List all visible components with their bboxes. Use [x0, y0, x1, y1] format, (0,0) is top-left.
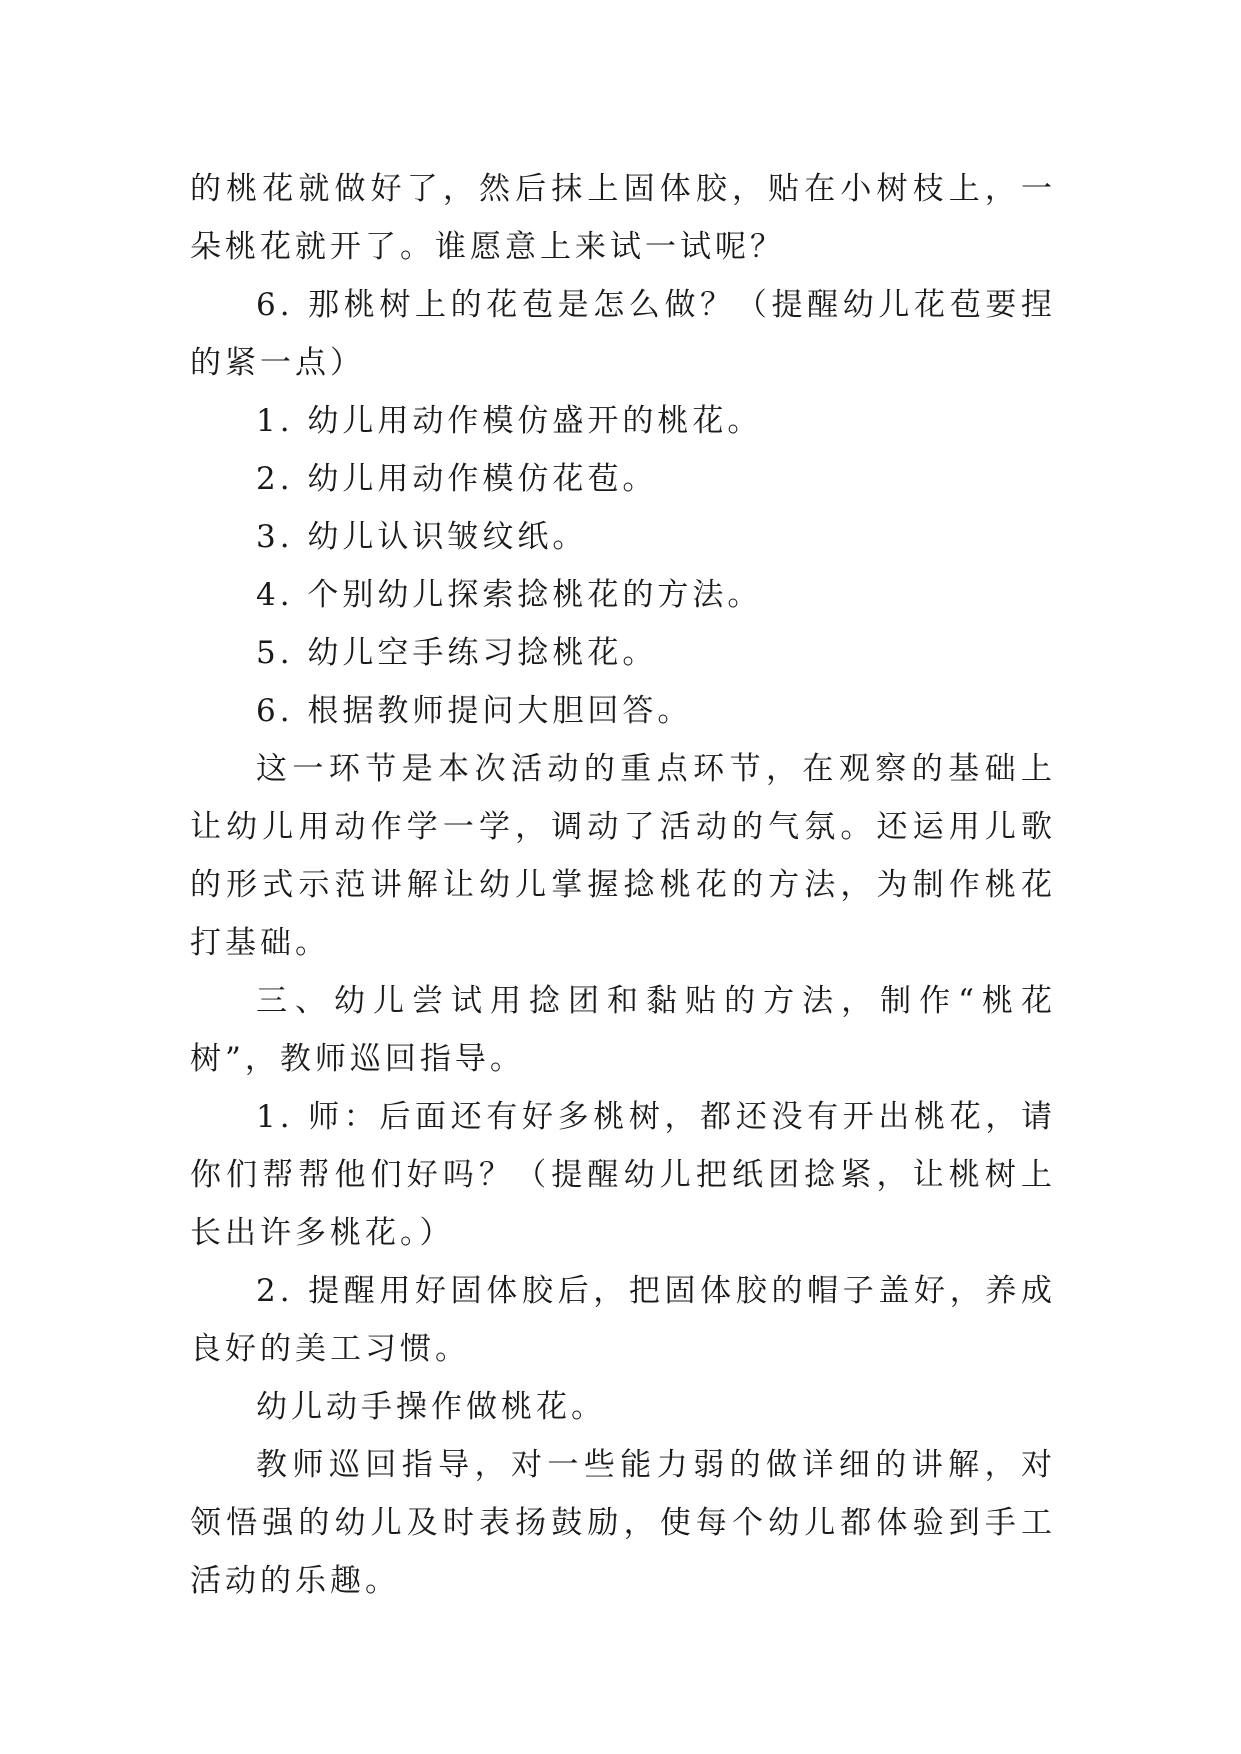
list-item-6: 6. 根据教师提问大胆回答。 — [256, 693, 693, 729]
section-heading-three: 三、幼儿尝试用捻团和黏贴的方法，制作“桃花树”，教师巡回指导。 — [190, 983, 1056, 1077]
document-page — [190, 160, 1056, 1610]
paragraph-children-operate: 幼儿动手操作做桃花。 — [256, 1389, 606, 1425]
list-item-1: 1. 幼儿用动作模仿盛开的桃花。 — [256, 403, 763, 439]
paragraph-key-segment: 这一环节是本次活动的重点环节，在观察的基础上让幼儿用动作学一学，调动了活动的气氛。还运用儿歌的形式示范讲解让幼儿掌握捻桃花的方法，为制作桃花打基础。 — [190, 751, 1056, 961]
list-item-3: 3. 幼儿认识皱纹纸。 — [256, 519, 588, 555]
list-item-5: 5. 幼儿空手练习捻桃花。 — [256, 635, 658, 671]
paragraph-continuation: 的桃花就做好了，然后抹上固体胶，贴在小树枝上，一朵桃花就开了。谁愿意上来试一试呢？ — [190, 171, 1056, 265]
paragraph-teacher-guidance: 教师巡回指导，对一些能力弱的做详细的讲解，对领悟强的幼儿及时表扬鼓励，使每个幼儿都体验到手工活动的乐趣。 — [190, 1447, 1056, 1599]
paragraph-teacher-step-2: 2. 提醒用好固体胶后，把固体胶的帽子盖好，养成良好的美工习惯。 — [190, 1273, 1056, 1367]
list-item-2: 2. 幼儿用动作模仿花苞。 — [256, 461, 658, 497]
list-item-4: 4. 个别幼儿探索捻桃花的方法。 — [256, 577, 763, 613]
paragraph-step-6-bud: 6. 那桃树上的花苞是怎么做？（提醒幼儿花苞要捏的紧一点） — [190, 287, 1056, 381]
paragraph-teacher-step-1: 1. 师：后面还有好多桃树，都还没有开出桃花，请你们帮帮他们好吗？（提醒幼儿把纸团捻紧，让桃树上长出许多桃花。） — [190, 1099, 1056, 1251]
